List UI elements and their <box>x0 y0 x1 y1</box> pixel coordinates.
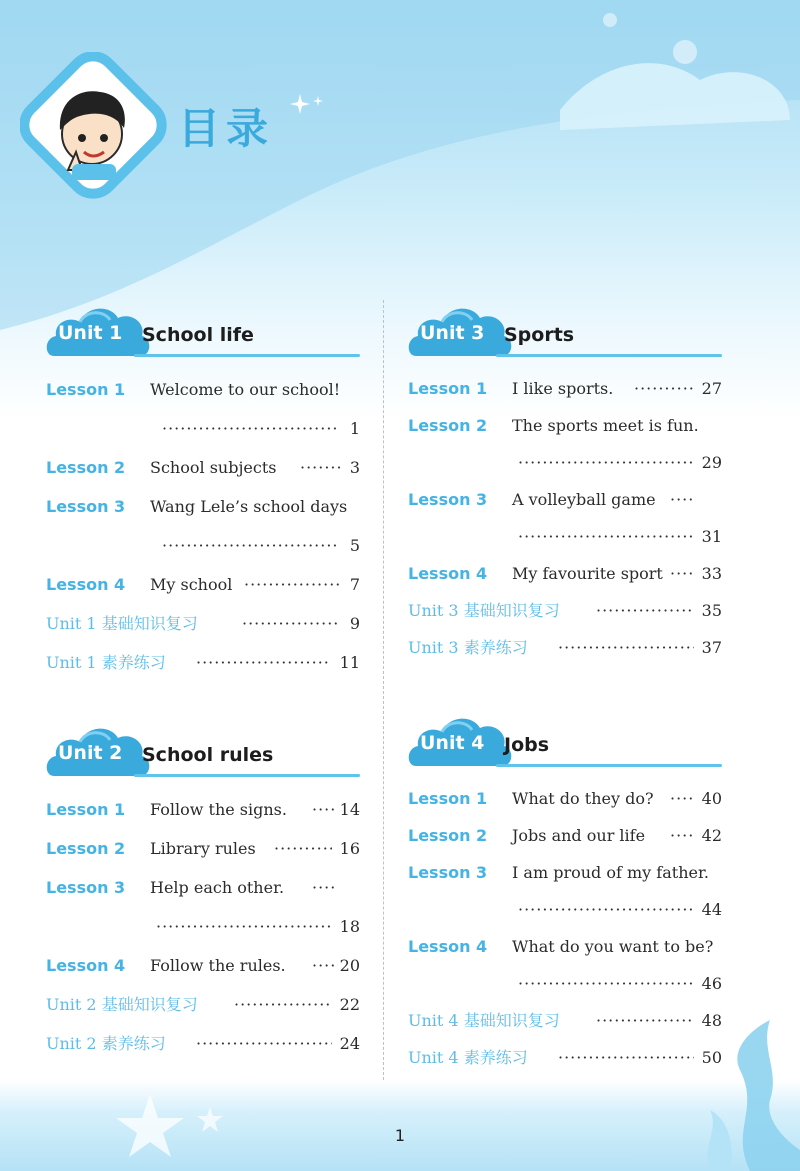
unit-badge: Unit 1 <box>58 322 123 344</box>
unit-3-header <box>406 300 726 366</box>
lesson-label: Lesson 3 <box>408 863 488 882</box>
page-number: 22 <box>339 995 360 1014</box>
unit-title: Jobs <box>504 734 550 756</box>
toc-entry-continuation[interactable] <box>406 518 726 555</box>
page-number: 1 <box>349 419 360 438</box>
lesson-label: Lesson 4 <box>408 564 488 583</box>
lesson-title: My favourite sport <box>512 564 663 583</box>
unit-badge: Unit 4 <box>420 732 485 754</box>
column-divider <box>383 300 384 1080</box>
seaweed-icon <box>690 1010 800 1171</box>
page-number: 44 <box>701 900 722 919</box>
page-number: 42 <box>701 826 722 845</box>
toc-entry[interactable] <box>406 817 726 854</box>
lesson-label: Lesson 2 <box>408 826 488 845</box>
leader-dots <box>596 1002 694 1039</box>
toc-entry[interactable] <box>406 481 726 518</box>
leader-dots <box>312 790 334 829</box>
toc-review-entry[interactable] <box>406 592 726 629</box>
leader-dots <box>274 829 332 868</box>
toc-review-entry[interactable] <box>406 1002 726 1039</box>
leader-dots <box>234 985 332 1024</box>
lesson-label: Lesson 3 <box>408 490 488 509</box>
page-number: 3 <box>349 458 360 477</box>
review-title: Unit 4 基础知识复习 <box>408 1011 560 1030</box>
lesson-title: Follow the rules. <box>150 956 286 975</box>
page-number: 31 <box>701 527 722 546</box>
lesson-title: Library rules <box>150 839 256 858</box>
review-title: Unit 1 基础知识复习 <box>46 614 198 633</box>
unit-4-header <box>406 710 726 776</box>
leader-dots <box>670 555 692 592</box>
toc-review-entry[interactable] <box>44 985 364 1024</box>
toc-review-entry[interactable] <box>406 629 726 666</box>
unit-title: School rules <box>142 744 274 766</box>
toc-entry-continuation[interactable] <box>406 965 726 1002</box>
toc-entry[interactable] <box>44 487 364 526</box>
lesson-title: School subjects <box>150 458 277 477</box>
leader-dots <box>670 481 692 518</box>
page-number: 35 <box>701 601 722 620</box>
toc-review-entry[interactable] <box>44 1024 364 1063</box>
lesson-label: Lesson 4 <box>46 575 126 594</box>
toc-entry-continuation[interactable] <box>406 891 726 928</box>
page-number: 29 <box>701 453 722 472</box>
leader-dots <box>156 907 332 946</box>
toc-entry[interactable] <box>44 448 364 487</box>
lesson-label: Lesson 1 <box>46 380 126 399</box>
toc-entry[interactable] <box>406 854 726 891</box>
page-number: 50 <box>701 1048 722 1067</box>
review-title: Unit 2 素养练习 <box>46 1034 166 1053</box>
unit-underline <box>134 354 360 357</box>
toc-entry-continuation[interactable] <box>44 526 364 565</box>
page-number: 27 <box>701 379 722 398</box>
unit-underline <box>496 354 722 357</box>
unit-title: School life <box>142 324 254 346</box>
lesson-label: Lesson 3 <box>46 497 126 516</box>
page-footer-number: 1 <box>394 1126 406 1145</box>
page-number: 40 <box>701 789 722 808</box>
leader-dots <box>518 444 694 481</box>
unit-underline <box>496 764 722 767</box>
review-title: Unit 3 基础知识复习 <box>408 601 560 620</box>
sparkle-icon <box>290 92 326 122</box>
leader-dots <box>518 518 694 555</box>
toc-entry-continuation[interactable] <box>406 444 726 481</box>
lesson-title: Follow the signs. <box>150 800 287 819</box>
leader-dots <box>558 1039 694 1076</box>
leader-dots <box>196 643 330 682</box>
page-number: 24 <box>339 1034 360 1053</box>
leader-dots <box>312 946 334 985</box>
toc-entry[interactable] <box>406 780 726 817</box>
starfish-icon <box>110 1090 190 1160</box>
lesson-title: Wang Lele’s school days <box>150 497 348 516</box>
leader-dots <box>196 1024 332 1063</box>
lesson-label: Lesson 4 <box>408 937 488 956</box>
page-number: 33 <box>701 564 722 583</box>
toc-entry[interactable] <box>44 565 364 604</box>
page-number: 48 <box>701 1011 722 1030</box>
unit-1-header <box>44 300 364 366</box>
toc-review-entry[interactable] <box>44 604 364 643</box>
toc-entry[interactable] <box>406 370 726 407</box>
review-title: Unit 4 素养练习 <box>408 1048 528 1067</box>
leader-dots <box>244 565 340 604</box>
leader-dots <box>518 891 694 928</box>
toc-review-entry[interactable] <box>406 1039 726 1076</box>
page-number: 9 <box>349 614 360 633</box>
unit-title: Sports <box>504 324 575 346</box>
leader-dots <box>558 629 694 666</box>
lesson-label: Lesson 2 <box>408 416 488 435</box>
unit-underline <box>134 774 360 777</box>
lesson-title: I like sports. <box>512 379 614 398</box>
toc-entry[interactable] <box>44 790 364 829</box>
leader-dots <box>670 817 692 854</box>
review-title: Unit 1 素养练习 <box>46 653 166 672</box>
page-number: 11 <box>339 653 360 672</box>
lesson-title: Jobs and our life <box>512 826 646 845</box>
lesson-label: Lesson 4 <box>46 956 126 975</box>
leader-dots <box>162 526 336 565</box>
lesson-title: Welcome to our school! <box>150 380 341 399</box>
lesson-title: What do you want to be? <box>512 937 714 956</box>
unit-2-header <box>44 720 364 786</box>
lesson-label: Lesson 1 <box>408 789 488 808</box>
page-number: 5 <box>349 536 360 555</box>
leader-dots <box>242 604 338 643</box>
lesson-label: Lesson 1 <box>46 800 126 819</box>
review-title: Unit 2 基础知识复习 <box>46 995 198 1014</box>
unit-badge: Unit 2 <box>58 742 123 764</box>
page-number: 7 <box>349 575 360 594</box>
page-number: 37 <box>701 638 722 657</box>
lesson-title: A volleyball game <box>512 490 656 509</box>
toc-review-entry[interactable] <box>44 643 364 682</box>
page-number: 18 <box>339 917 360 936</box>
leader-dots <box>634 370 694 407</box>
toc-entry[interactable] <box>406 928 726 965</box>
page-title: 目录 <box>178 104 275 153</box>
lesson-label: Lesson 3 <box>46 878 126 897</box>
toc-entry[interactable] <box>406 555 726 592</box>
page-number: 16 <box>339 839 360 858</box>
leader-dots <box>162 409 336 448</box>
leader-dots <box>300 448 340 487</box>
page-number: 46 <box>701 974 722 993</box>
lesson-title: I am proud of my father. <box>512 863 709 882</box>
lesson-label: Lesson 2 <box>46 839 126 858</box>
leader-dots <box>670 780 692 817</box>
lesson-title: My school <box>150 575 233 594</box>
lesson-title: What do they do? <box>512 789 654 808</box>
lesson-title: Help each other. <box>150 878 285 897</box>
toc-entry[interactable] <box>406 407 726 444</box>
toc-entry[interactable] <box>44 868 364 907</box>
toc-column-left <box>44 300 364 1063</box>
lesson-label: Lesson 2 <box>46 458 126 477</box>
toc-entry-continuation[interactable] <box>44 907 364 946</box>
toc-entry[interactable] <box>44 946 364 985</box>
boy-mascot-icon <box>20 52 170 212</box>
toc-column-right <box>406 300 726 1076</box>
toc-entry[interactable] <box>44 829 364 868</box>
toc-entry-continuation[interactable] <box>44 409 364 448</box>
toc-entry[interactable] <box>44 370 364 409</box>
review-title: Unit 3 素养练习 <box>408 638 528 657</box>
unit-badge: Unit 3 <box>420 322 485 344</box>
lesson-title: The sports meet is fun. <box>512 416 699 435</box>
lesson-label: Lesson 1 <box>408 379 488 398</box>
leader-dots <box>518 965 694 1002</box>
leader-dots <box>596 592 694 629</box>
page-number: 14 <box>339 800 360 819</box>
page-number: 20 <box>339 956 360 975</box>
leader-dots <box>312 868 334 907</box>
